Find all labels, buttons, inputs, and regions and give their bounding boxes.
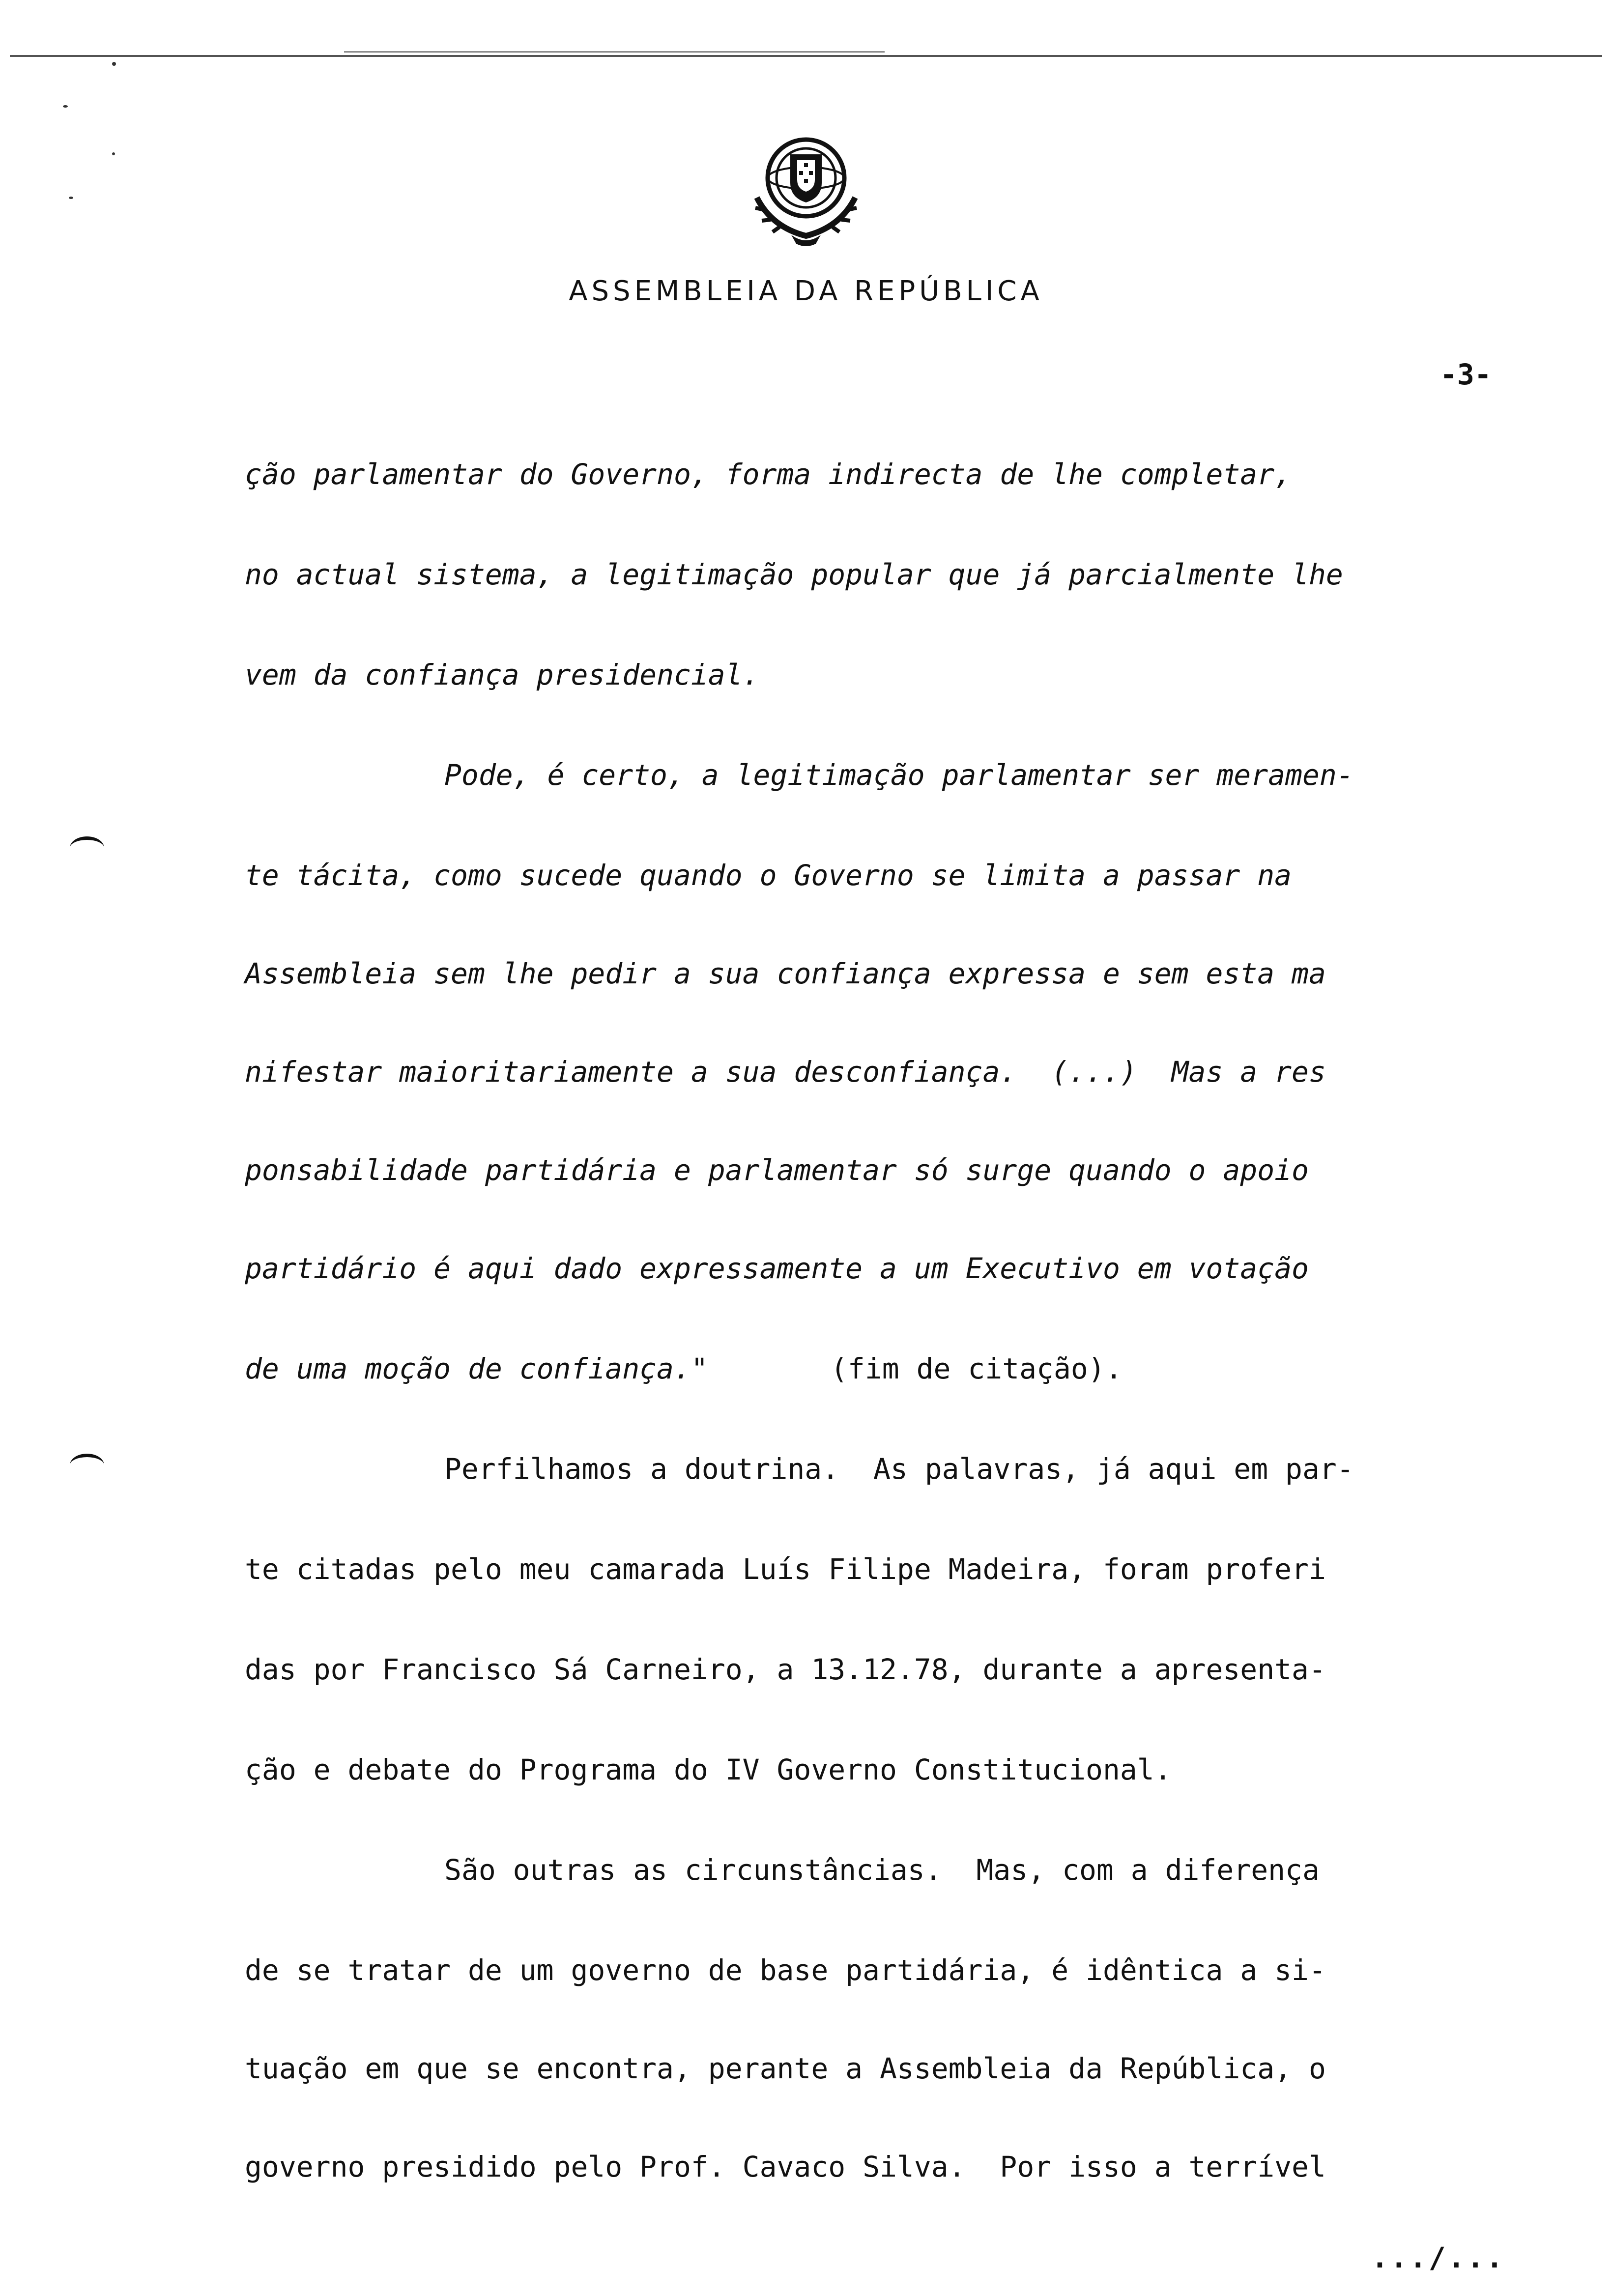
scan-speck: [69, 197, 73, 199]
scan-edge-line: [344, 51, 885, 53]
text-line: Assembleia sem lhe pedir a sua confiança expressa e sem esta ma: [245, 957, 1326, 990]
text-line: das por Francisco Sá Carneiro, a 13.12.78, durante a apresenta-: [245, 1653, 1326, 1686]
text-line: de se tratar de um governo de base partidária, é idêntica a si-: [245, 1953, 1326, 1987]
text-line: tuação em que se encontra, perante a Assembleia da República, o: [245, 2052, 1326, 2085]
text-line: de uma moção de confiança.": [245, 1352, 708, 1385]
text-line: te citadas pelo meu camarada Luís Filipe Madeira, foram proferi: [245, 1552, 1326, 1586]
text-line: no actual sistema, a legitimação popular que já parcialmente lhe: [245, 558, 1343, 591]
margin-bracket-mark: [70, 836, 104, 860]
text-line: ção e debate do Programa do IV Governo Constitucional.: [245, 1753, 1172, 1786]
text-line: ponsabilidade partidária e parlamentar só surge quando o apoio: [245, 1153, 1309, 1187]
text-line: (fim de citação).: [831, 1352, 1123, 1385]
text-line: ção parlamentar do Governo, forma indirecta de lhe completar,: [245, 458, 1292, 491]
margin-bracket-mark: [70, 1454, 104, 1477]
scan-speck: [112, 152, 115, 155]
text-line: vem da confiança presidencial.: [245, 658, 760, 691]
scan-speck: [112, 62, 116, 66]
scan-speck: [63, 105, 68, 108]
institution-header: ASSEMBLEIA DA REPÚBLICA: [569, 275, 1043, 307]
text-line: te tácita, como sucede quando o Governo se limita a passar na: [245, 859, 1292, 892]
page-number: -3-: [1440, 358, 1492, 391]
text-line: governo presidido pelo Prof. Cavaco Silva. Por isso a terrível: [245, 2150, 1326, 2183]
text-line: Perfilhamos a doutrina. As palavras, já aqui em par-: [444, 1452, 1354, 1486]
text-line: Pode, é certo, a legitimação parlamentar ser meramen-: [444, 758, 1354, 792]
text-line: São outras as circunstâncias. Mas, com a diferença: [444, 1853, 1320, 1887]
continuation-mark: .../...: [1371, 2241, 1505, 2274]
scan-edge-line: [10, 55, 1602, 57]
coat-of-arms-emblem: [737, 124, 875, 252]
text-line: nifestar maioritariamente a sua desconfiança. (...) Mas a res: [245, 1055, 1326, 1089]
text-line: partidário é aqui dado expressamente a um Executivo em votação: [245, 1252, 1309, 1285]
